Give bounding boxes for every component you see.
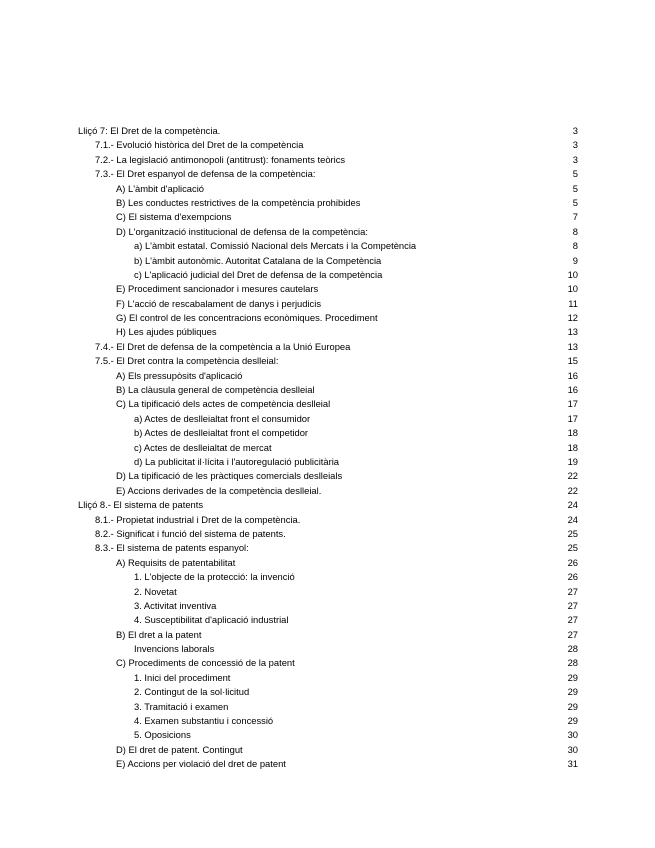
toc-entry	[78, 455, 578, 469]
toc-entry	[78, 541, 578, 555]
toc-entry-title: C) El sistema d'exempcions	[116, 211, 232, 223]
toc-entry	[78, 138, 578, 152]
toc-entry	[78, 441, 578, 455]
toc-entry-title: d) La publicitat il·lícita i l'autoregulació publicitària	[134, 455, 340, 467]
toc-page-number: 3	[572, 153, 578, 165]
toc-entry	[78, 254, 578, 268]
toc-entry-title: Lliçó 8.- El sistema de patents	[78, 499, 204, 511]
toc-entry-title: F) L'acció de rescabalament de danys i perjudicis	[116, 297, 322, 309]
toc-entry-title: a) L'àmbit estatal. Comissió Nacional dels Mercats i la Competència	[134, 240, 417, 252]
toc-entry	[78, 311, 578, 325]
toc-entry	[78, 570, 578, 584]
toc-page-number: 3	[572, 139, 578, 151]
toc-entry-title: D) El dret de patent. Contingut	[116, 743, 243, 755]
toc-entry	[78, 210, 578, 224]
toc-page-number: 8	[572, 225, 578, 237]
toc-entry-title: A) Requisits de patentabilitat	[116, 556, 236, 568]
toc-page-number: 28	[567, 657, 578, 669]
toc-page-number: 3	[572, 125, 578, 136]
toc-entry	[78, 585, 578, 599]
toc-entry	[78, 426, 578, 440]
toc-page-number: 17	[567, 412, 578, 424]
toc-entry-title: E) Procediment sancionador i mesures cautelars	[116, 283, 319, 295]
toc-entry-title: Lliçó 7: El Dret de la competència.	[78, 125, 221, 136]
toc-entry	[78, 153, 578, 167]
toc-page-number: 5	[572, 168, 578, 180]
toc-entry	[78, 239, 578, 253]
toc-page-number: 26	[567, 556, 578, 568]
toc-page-number: 11	[568, 297, 578, 309]
toc-page-number: 18	[567, 427, 578, 439]
toc-entry-title: 8.1.- Propietat industrial i Dret de la competència.	[95, 513, 301, 525]
toc-entry-title: 4. Examen substantiu i concessió	[134, 715, 274, 727]
toc-page-number: 7	[572, 211, 578, 223]
toc-entry	[78, 642, 578, 656]
toc-entry-title: 7.2.- La legislació antimonopoli (antitrust): fonaments teòrics	[95, 153, 346, 165]
toc-entry-title: b) L'àmbit autonòmic. Autoritat Catalana de la Competència	[134, 254, 382, 266]
toc-page-number: 25	[567, 527, 578, 539]
toc-entry-title: E) Accions per violació del dret de patent	[116, 758, 286, 770]
toc-page-number: 29	[567, 715, 578, 727]
toc-entry	[78, 469, 578, 483]
table-of-contents	[78, 124, 578, 772]
toc-entry	[78, 728, 578, 742]
toc-page-number: 26	[567, 571, 578, 583]
toc-entry	[78, 196, 578, 210]
toc-entry	[78, 513, 578, 527]
toc-entry	[78, 412, 578, 426]
toc-entry-title: Invencions laborals	[134, 643, 215, 655]
toc-entry-title: A) L'àmbit d'aplicació	[116, 182, 204, 194]
toc-page-number: 13	[567, 340, 578, 352]
toc-entry	[78, 369, 578, 383]
toc-entry-title: 7.1.- Evolució històrica del Dret de la competència	[95, 139, 304, 151]
toc-page-number: 27	[567, 599, 578, 611]
toc-entry-title: A) Els pressupòsits d'aplicació	[116, 369, 243, 381]
toc-page-number: 22	[567, 484, 578, 496]
toc-entry	[78, 613, 578, 627]
toc-entry-title: 7.4.- El Dret de defensa de la competència a la Unió Europea	[95, 340, 351, 352]
toc-entry-title: C) Procediments de concessió de la patent	[116, 657, 295, 669]
toc-page-number: 24	[567, 513, 578, 525]
toc-page-number: 30	[567, 729, 578, 741]
toc-page-number: 5	[572, 182, 578, 194]
toc-page-number: 15	[567, 355, 578, 367]
toc-page-number: 27	[567, 614, 578, 626]
toc-entry	[78, 556, 578, 570]
toc-entry	[78, 167, 578, 181]
toc-entry	[78, 268, 578, 282]
toc-entry-title: 2. Novetat	[134, 585, 177, 597]
toc-entry-title: 1. Inici del procediment	[134, 671, 231, 683]
toc-chapter-entry	[78, 124, 578, 138]
toc-entry	[78, 527, 578, 541]
toc-entry-title: 8.3.- El sistema de patents espanyol:	[95, 542, 249, 554]
toc-page-number: 29	[567, 686, 578, 698]
toc-page-number: 30	[567, 743, 578, 755]
toc-entry-title: D) L'organització institucional de defensa de la competència:	[116, 225, 368, 237]
toc-entry-title: 2. Contingut de la sol·licitud	[134, 686, 250, 698]
toc-page-number: 27	[567, 628, 578, 640]
toc-page-number: 29	[567, 700, 578, 712]
toc-entry-title: B) El dret a la patent	[116, 628, 202, 640]
toc-entry-title: 7.3.- El Dret espanyol de defensa de la competència:	[95, 168, 316, 180]
toc-entry	[78, 354, 578, 368]
toc-chapter-entry	[78, 498, 578, 512]
toc-entry-title: 8.2.- Significat i funció del sistema de patents.	[95, 527, 286, 539]
toc-page-number: 25	[567, 542, 578, 554]
toc-page-number: 13	[567, 326, 578, 338]
toc-entry-title: 5. Oposicions	[134, 729, 191, 741]
toc-entry-title: c) L'aplicació judicial del Dret de defensa de la competència	[134, 268, 383, 280]
toc-entry-title: b) Actes de deslleialtat front el competidor	[134, 427, 309, 439]
toc-page-number: 24	[567, 499, 578, 511]
toc-entry	[78, 671, 578, 685]
toc-entry-title: B) La clàusula general de competència deslleial	[116, 384, 315, 396]
toc-entry-title: 4. Susceptibilitat d'aplicació industrial	[134, 614, 289, 626]
toc-page-number: 16	[567, 369, 578, 381]
toc-entry	[78, 628, 578, 642]
toc-entry-title: G) El control de les concentracions econòmiques. Procediment	[116, 312, 378, 324]
toc-page-number: 9	[572, 254, 578, 266]
toc-entry	[78, 225, 578, 239]
toc-page-number: 10	[567, 283, 578, 295]
toc-entry	[78, 325, 578, 339]
toc-page-number: 12	[567, 312, 578, 324]
toc-page-number: 27	[567, 585, 578, 597]
toc-entry	[78, 700, 578, 714]
toc-entry-title: 3. Activitat inventiva	[134, 599, 217, 611]
toc-page-number: 31	[567, 758, 578, 770]
toc-entry-title: E) Accions derivades de la competència deslleial.	[116, 484, 322, 496]
toc-entry	[78, 743, 578, 757]
toc-page-number: 17	[567, 398, 578, 410]
toc-entry	[78, 297, 578, 311]
toc-entry	[78, 599, 578, 613]
toc-page-number: 18	[567, 441, 578, 453]
toc-entry	[78, 656, 578, 670]
toc-entry-title: 3. Tramitació i examen	[134, 700, 229, 712]
toc-entry-title: H) Les ajudes públiques	[116, 326, 217, 338]
toc-entry	[78, 757, 578, 771]
toc-page-number: 22	[567, 470, 578, 482]
toc-entry-title: B) Les conductes restrictives de la competència prohibides	[116, 196, 361, 208]
toc-entry	[78, 685, 578, 699]
toc-entry	[78, 714, 578, 728]
toc-entry	[78, 182, 578, 196]
toc-entry	[78, 397, 578, 411]
toc-page-number: 5	[572, 196, 578, 208]
toc-entry	[78, 282, 578, 296]
toc-entry	[78, 484, 578, 498]
toc-page-number: 29	[567, 671, 578, 683]
toc-entry	[78, 383, 578, 397]
toc-entry-title: 7.5.- El Dret contra la competència deslleial:	[95, 355, 279, 367]
toc-entry-title: C) La tipificació dels actes de competència deslleial	[116, 398, 331, 410]
toc-page-number: 19	[567, 455, 578, 467]
toc-entry-title: a) Actes de deslleialtat front el consumidor	[134, 412, 311, 424]
toc-page-number: 16	[567, 384, 578, 396]
toc-entry-title: 1. L'objecte de la protecció: la invenció	[134, 571, 295, 583]
toc-entry-title: c) Actes de deslleialtat de mercat	[134, 441, 272, 453]
toc-entry	[78, 340, 578, 354]
toc-page-number: 28	[567, 643, 578, 655]
toc-page-number: 8	[572, 240, 578, 252]
toc-page-number: 10	[567, 268, 578, 280]
toc-entry-title: D) La tipificació de les pràctiques comercials deslleials	[116, 470, 343, 482]
